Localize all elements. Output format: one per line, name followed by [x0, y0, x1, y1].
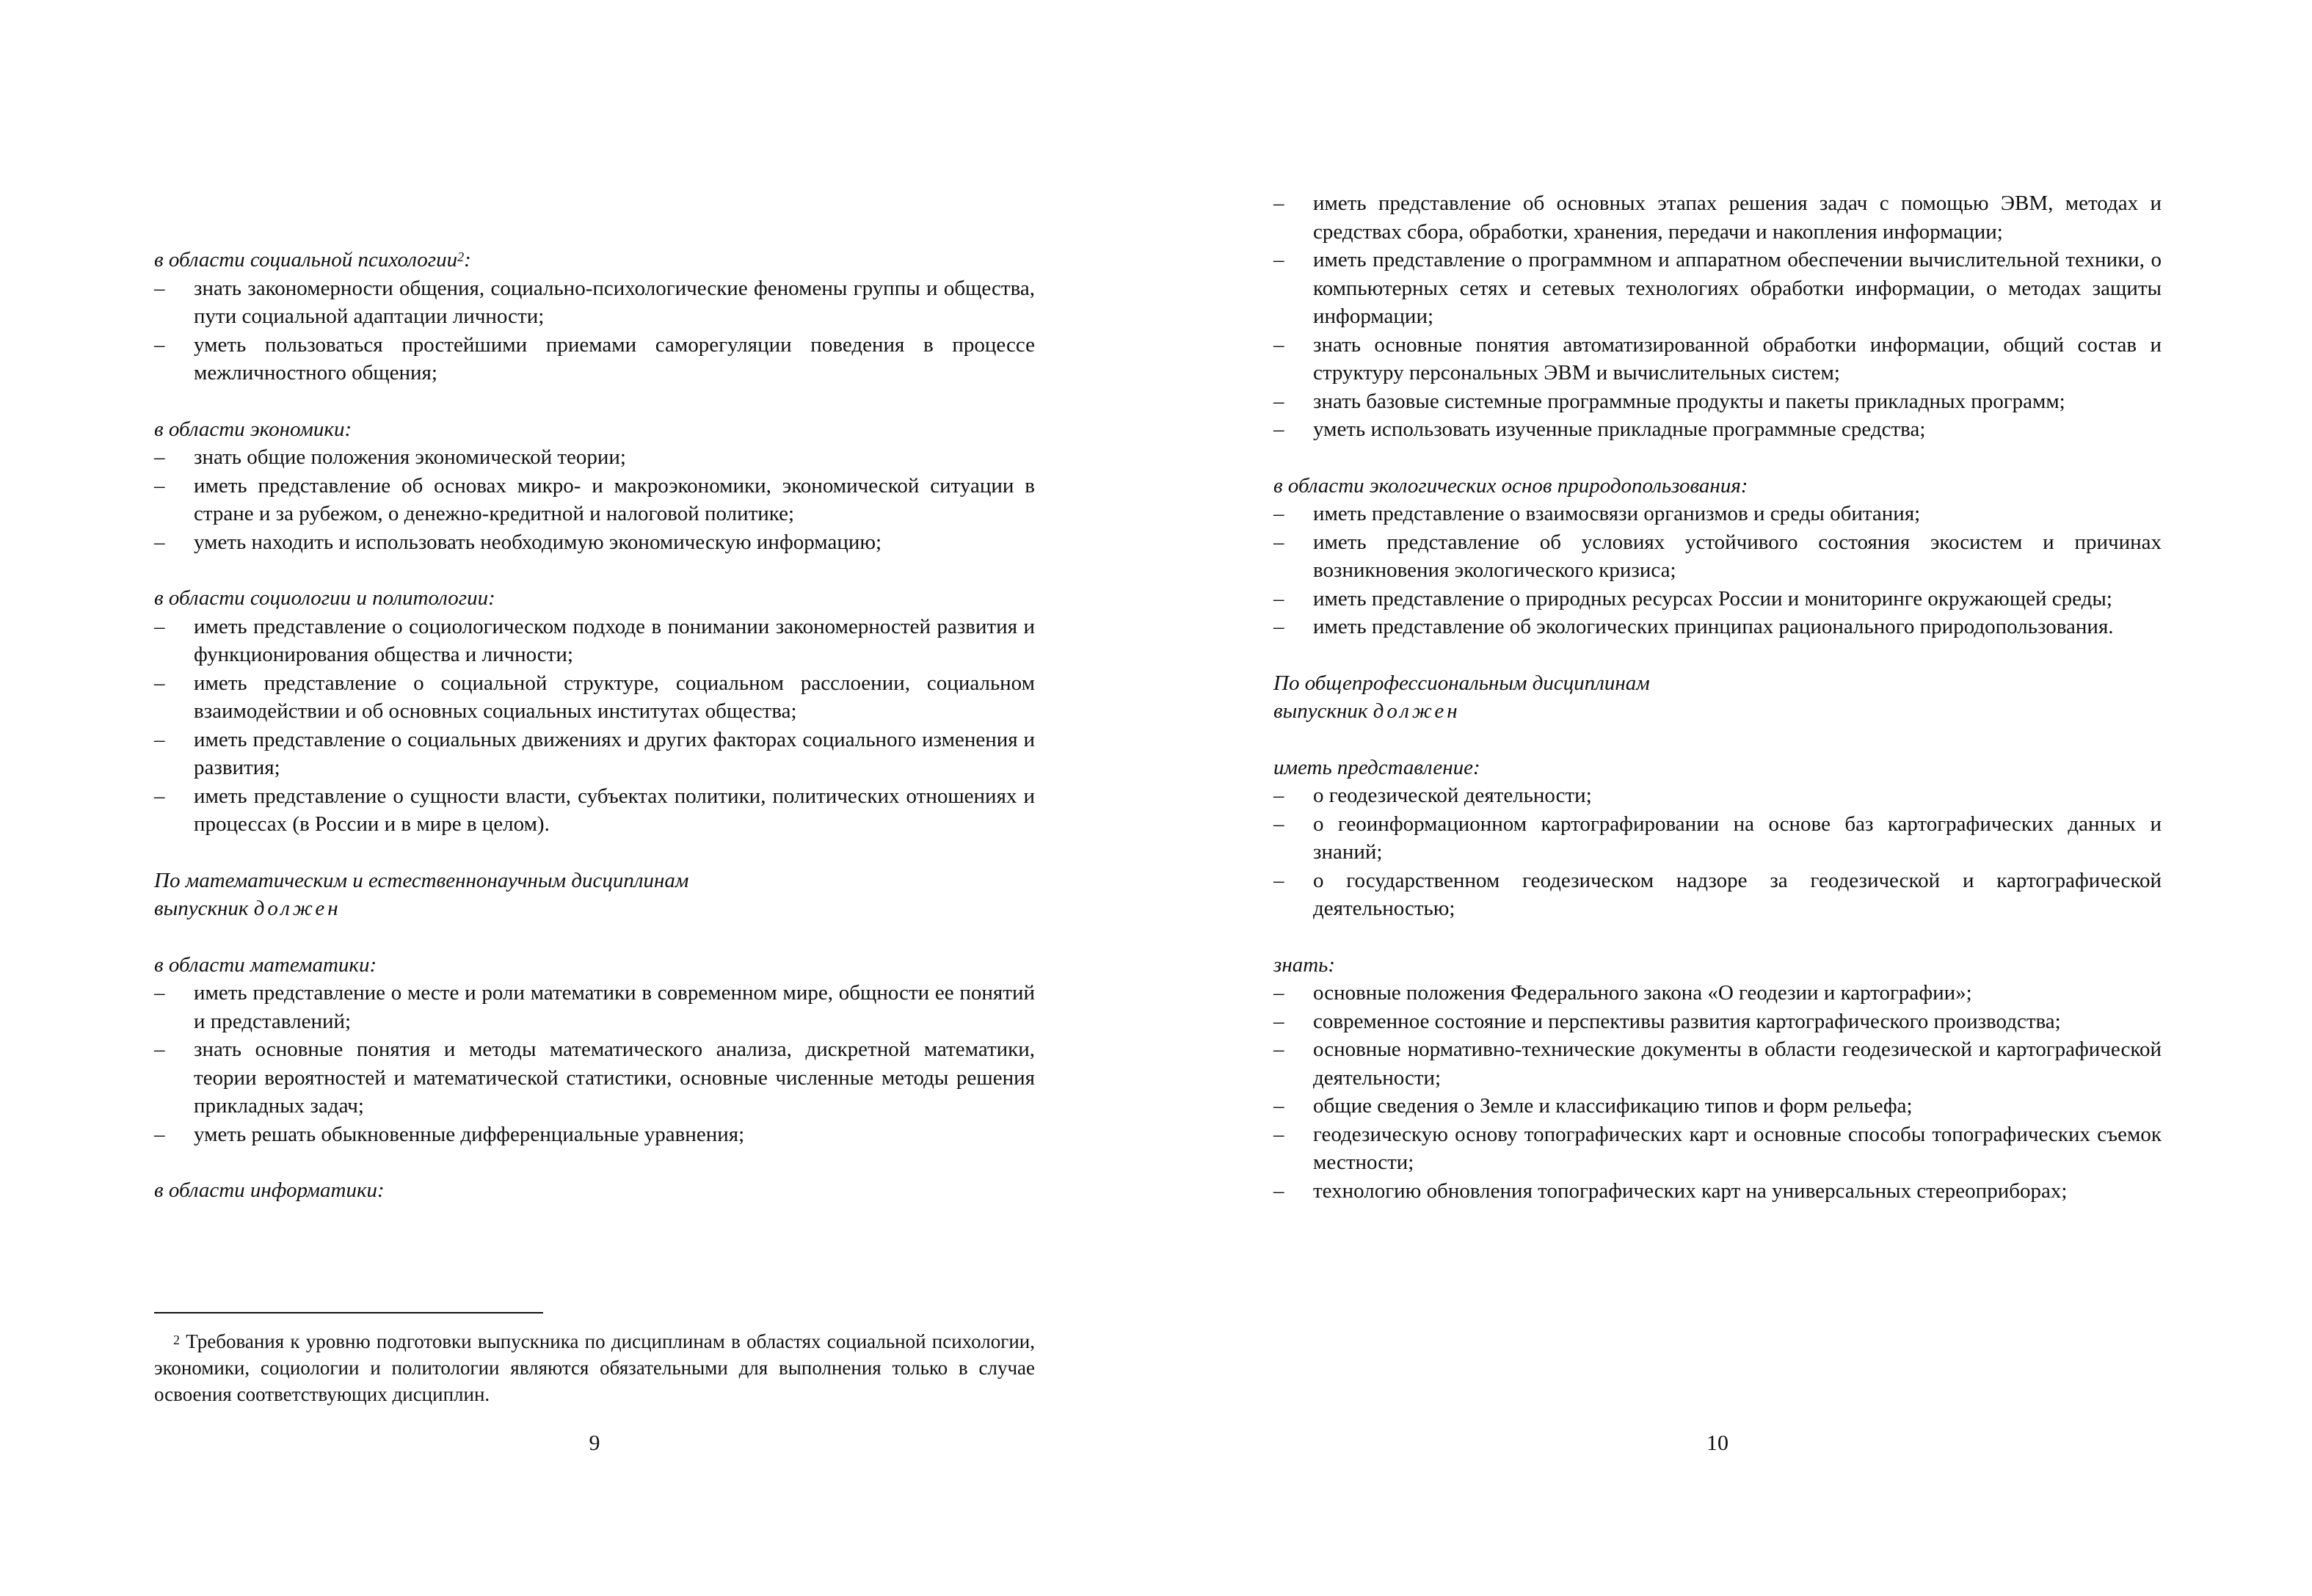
list-item: – иметь представление о социальных движениях и других факторах социального изменения и развития;: [154, 726, 1035, 782]
section-title-informatics: в области информатики:: [154, 1178, 385, 1202]
left-page-content: [154, 246, 1035, 1205]
list-item: – иметь представление о сущности власти, субъектах политики, политических отношениях и процессах (в России и в мире в целом).: [154, 782, 1035, 839]
right-page: [1273, 0, 2162, 1596]
list-item: – уметь использовать изученные прикладные программные средства;: [1273, 415, 2162, 444]
footnote-ref[interactable]: 2: [457, 249, 465, 264]
list-item: – технологию обновления топографических карт на универсальных стереоприборах;: [1273, 1177, 2162, 1206]
left-page: [154, 0, 1035, 1596]
list-item: – знать основные понятия и методы математического анализа, дискретной математики, теории вероятностей и математической статистики, основные численные методы решения прикладных задач;: [154, 1035, 1035, 1121]
section-title-economics: в области экономики:: [154, 417, 352, 441]
list-item: – о государственном геодезическом надзоре за геодезической и картографической деятельностью;: [1273, 867, 2162, 923]
list-item: – уметь находить и использовать необходимую экономическую информацию;: [154, 528, 1035, 557]
section-title-social-psychology: в области социальной психологии$^2$:: [154, 248, 471, 272]
section-title-sociology: в области социологии и политологии:: [154, 586, 495, 610]
list-item: – иметь представление о социальной структуре, социальном расслоении, социальном взаимодействии и об основных социальных институтах общества;: [154, 669, 1035, 726]
group-heading-professional: По общепрофессиональным дисциплинам: [1273, 671, 1650, 695]
list-item: – иметь представление об основах микро- и макроэкономики, экономической ситуации в стране и за рубежом, о денежно-кредитной и налоговой политике;: [154, 472, 1035, 528]
list-item: – основные нормативно-технические документы в области геодезической и картографической деятельности;: [1273, 1035, 2162, 1092]
list-ecology: [1273, 500, 2162, 641]
list-know: [1273, 979, 2162, 1205]
footnote-number: 2: [173, 1333, 180, 1347]
list-item: – иметь представление о взаимосвязи организмов и среды обитания;: [1273, 500, 2162, 528]
list-item: – знать общие положения экономической теории;: [154, 443, 1035, 472]
list-item: – общие сведения о Земле и классификацию типов и форм рельефа;: [1273, 1092, 2162, 1121]
list-social-psychology: [154, 274, 1035, 387]
list-item: – знать основные понятия автоматизированной обработки информации, общий состав и структуру персональных ЭВМ и вычислительных систем;: [1273, 331, 2162, 387]
section-title-ecology: в области экологических основ природопользования:: [1273, 473, 1748, 498]
section-title-represent: иметь представление:: [1273, 755, 1480, 779]
list-informatics: [1273, 189, 2162, 444]
list-represent: [1273, 781, 2162, 923]
list-item: – уметь решать обыкновенные дифференциальные уравнения;: [154, 1121, 1035, 1149]
list-item: – современное состояние и перспективы развития картографического производства;: [1273, 1007, 2162, 1036]
right-page-content: [1273, 189, 2162, 1205]
footnote-text: Требования к уровню подготовки выпускника по дисциплинам в областях социальной психологии, экономики, социологии и политологии являются обязательными для выполнения только в случае освоения соответствующих дисциплин.: [154, 1330, 1035, 1405]
section-title-know: знать:: [1273, 952, 1335, 977]
list-sociology: [154, 613, 1035, 839]
footnote: [154, 1328, 1035, 1407]
list-item: – иметь представление об экологических принципах рационального природопользования.: [1273, 613, 2162, 641]
list-item: – иметь представление о социологическом подходе в понимании закономерностей развития и функционирования общества и личности;: [154, 613, 1035, 669]
list-item: – знать базовые системные программные продукты и пакеты прикладных программ;: [1273, 387, 2162, 416]
list-item: – иметь представление об основных этапах решения задач с помощью ЭВМ, методах и средствах сбора, обработки, хранения, передачи и накопления информации;: [1273, 189, 2162, 246]
footnote-divider: [154, 1312, 543, 1313]
list-item: – иметь представление о месте и роли математики в современном мире, общности ее понятий и представлений;: [154, 979, 1035, 1035]
group-subheading: выпускник должен: [154, 897, 341, 920]
list-economics: [154, 443, 1035, 556]
list-item: – геодезическую основу топографических карт и основные способы топографических съемок местности;: [1273, 1121, 2162, 1177]
page-number: 9: [589, 1431, 600, 1455]
section-title-mathematics: в области математики:: [154, 952, 377, 977]
list-item: – иметь представление о природных ресурсах России и мониторинге окружающей среды;: [1273, 585, 2162, 613]
list-item: – иметь представление о программном и аппаратном обеспечении вычислительной техники, о компьютерных сетях и сетевых технологиях обработки информации, о методах защиты информации;: [1273, 246, 2162, 331]
page-number: 10: [1706, 1431, 1728, 1455]
list-item: – о геоинформационном картографировании на основе баз картографических данных и знаний;: [1273, 810, 2162, 867]
list-item: – знать закономерности общения, социально-психологические феномены группы и общества, пути социальной адаптации личности;: [154, 274, 1035, 331]
group-subheading: выпускник должен: [1273, 699, 1461, 723]
group-heading-math-science: По математическим и естественнонаучным дисциплинам: [154, 868, 689, 892]
list-item: – иметь представление об условиях устойчивого состояния экосистем и причинах возникновения экологического кризиса;: [1273, 528, 2162, 585]
list-item: – о геодезической деятельности;: [1273, 781, 2162, 810]
list-item: – уметь пользоваться простейшими приемами саморегуляции поведения в процессе межличностного общения;: [154, 331, 1035, 387]
list-mathematics: [154, 979, 1035, 1148]
list-item: – основные положения Федерального закона «О геодезии и картографии»;: [1273, 979, 2162, 1007]
